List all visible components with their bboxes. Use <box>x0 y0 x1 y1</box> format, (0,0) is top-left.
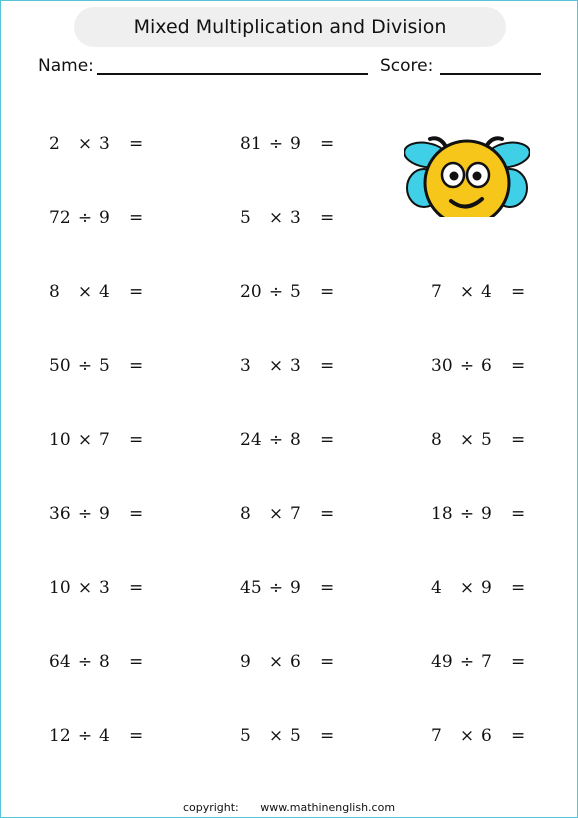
equals-sign: = <box>511 430 526 450</box>
equals-sign: = <box>129 578 144 598</box>
problem-item <box>240 355 334 377</box>
operand-a: 8 <box>431 430 442 450</box>
equals-sign: = <box>320 652 335 672</box>
operand-b: 8 <box>99 652 110 672</box>
equals-sign: = <box>511 356 526 376</box>
operand-a: 2 <box>49 134 60 154</box>
operand-a: 20 <box>240 282 262 302</box>
operand-b: 7 <box>481 652 492 672</box>
equals-sign: = <box>129 356 144 376</box>
operator: × <box>77 134 93 154</box>
problem-item <box>240 281 334 303</box>
operand-b: 5 <box>481 430 492 450</box>
operand-a: 72 <box>49 208 71 228</box>
operand-a: 9 <box>240 652 251 672</box>
operand-a: 81 <box>240 134 262 154</box>
problem-item <box>49 577 143 599</box>
operand-a: 24 <box>240 430 262 450</box>
problem-item <box>49 133 143 155</box>
copyright-label: copyright: <box>182 801 239 814</box>
operand-a: 5 <box>240 208 251 228</box>
operand-a: 3 <box>240 356 251 376</box>
problem-item <box>49 651 143 673</box>
problem-item <box>49 429 143 451</box>
problem-item <box>49 355 143 377</box>
operator: × <box>268 356 284 376</box>
operator: × <box>268 726 284 746</box>
problem-item <box>431 725 525 747</box>
equals-sign: = <box>129 726 144 746</box>
website-link[interactable]: www.mathinenglish.com <box>260 801 396 814</box>
operator: ÷ <box>77 726 93 746</box>
problem-item <box>431 577 525 599</box>
operand-b: 6 <box>290 652 301 672</box>
problem-item <box>49 725 143 747</box>
operand-a: 10 <box>49 578 71 598</box>
operand-b: 4 <box>99 282 110 302</box>
operand-b: 3 <box>99 578 110 598</box>
operator: ÷ <box>268 430 284 450</box>
problem-item <box>240 725 334 747</box>
equals-sign: = <box>320 504 335 524</box>
equals-sign: = <box>320 134 335 154</box>
equals-sign: = <box>129 208 144 228</box>
operator: ÷ <box>459 652 475 672</box>
equals-sign: = <box>320 282 335 302</box>
operator: ÷ <box>77 652 93 672</box>
problem-item <box>431 503 525 525</box>
equals-sign: = <box>511 282 526 302</box>
operand-b: 6 <box>481 356 492 376</box>
problem-item <box>240 503 334 525</box>
operand-b: 9 <box>290 578 301 598</box>
problem-item <box>431 281 525 303</box>
operand-b: 6 <box>481 726 492 746</box>
operator: × <box>268 208 284 228</box>
operand-b: 5 <box>99 356 110 376</box>
operand-b: 3 <box>99 134 110 154</box>
problem-item <box>240 651 334 673</box>
operand-b: 5 <box>290 726 301 746</box>
operator: × <box>268 504 284 524</box>
equals-sign: = <box>511 652 526 672</box>
problem-item <box>240 133 334 155</box>
operator: × <box>77 578 93 598</box>
equals-sign: = <box>129 652 144 672</box>
operand-b: 5 <box>290 282 301 302</box>
equals-sign: = <box>320 578 335 598</box>
problem-item <box>431 651 525 673</box>
equals-sign: = <box>129 504 144 524</box>
operand-a: 64 <box>49 652 71 672</box>
operand-a: 36 <box>49 504 71 524</box>
operand-a: 50 <box>49 356 71 376</box>
operand-a: 49 <box>431 652 453 672</box>
operand-a: 45 <box>240 578 262 598</box>
operator: ÷ <box>77 208 93 228</box>
equals-sign: = <box>129 134 144 154</box>
equals-sign: = <box>320 726 335 746</box>
operator: × <box>459 578 475 598</box>
score-label: Score: <box>380 56 434 76</box>
operand-b: 9 <box>290 134 301 154</box>
equals-sign: = <box>511 578 526 598</box>
equals-sign: = <box>320 430 335 450</box>
operator: × <box>459 430 475 450</box>
operator: × <box>77 282 93 302</box>
operand-b: 4 <box>481 282 492 302</box>
equals-sign: = <box>129 282 144 302</box>
operator: × <box>77 430 93 450</box>
equals-sign: = <box>511 726 526 746</box>
equals-sign: = <box>129 430 144 450</box>
worksheet-title: Mixed Multiplication and Division <box>74 7 506 47</box>
operator: ÷ <box>459 504 475 524</box>
operand-a: 5 <box>240 726 251 746</box>
operand-a: 18 <box>431 504 453 524</box>
operand-b: 3 <box>290 208 301 228</box>
operator: × <box>459 726 475 746</box>
operator: ÷ <box>459 356 475 376</box>
problem-item <box>431 429 525 451</box>
problem-item <box>240 207 334 229</box>
operand-a: 10 <box>49 430 71 450</box>
operand-a: 30 <box>431 356 453 376</box>
equals-sign: = <box>320 356 335 376</box>
problem-item <box>240 429 334 451</box>
operand-a: 12 <box>49 726 71 746</box>
footer <box>1 801 577 814</box>
operand-b: 7 <box>290 504 301 524</box>
name-label: Name: <box>38 56 94 76</box>
bee-cartoon-icon <box>404 131 530 217</box>
operand-b: 8 <box>290 430 301 450</box>
problem-item <box>431 355 525 377</box>
name-field-line[interactable] <box>97 73 368 75</box>
equals-sign: = <box>511 504 526 524</box>
operator: ÷ <box>268 134 284 154</box>
operand-b: 9 <box>99 504 110 524</box>
operand-b: 9 <box>481 504 492 524</box>
problem-item <box>49 281 143 303</box>
operator: × <box>459 282 475 302</box>
operand-a: 7 <box>431 282 442 302</box>
operand-b: 9 <box>481 578 492 598</box>
problem-item <box>240 577 334 599</box>
problem-item <box>49 503 143 525</box>
operator: ÷ <box>268 282 284 302</box>
operand-a: 8 <box>49 282 60 302</box>
operand-b: 9 <box>99 208 110 228</box>
score-field-line[interactable] <box>440 73 541 75</box>
problem-item <box>49 207 143 229</box>
operator: ÷ <box>77 504 93 524</box>
operand-a: 7 <box>431 726 442 746</box>
operand-a: 8 <box>240 504 251 524</box>
operator: ÷ <box>268 578 284 598</box>
equals-sign: = <box>320 208 335 228</box>
operand-a: 4 <box>431 578 442 598</box>
operator: × <box>268 652 284 672</box>
operator: ÷ <box>77 356 93 376</box>
operand-b: 7 <box>99 430 110 450</box>
operand-b: 4 <box>99 726 110 746</box>
operand-b: 3 <box>290 356 301 376</box>
